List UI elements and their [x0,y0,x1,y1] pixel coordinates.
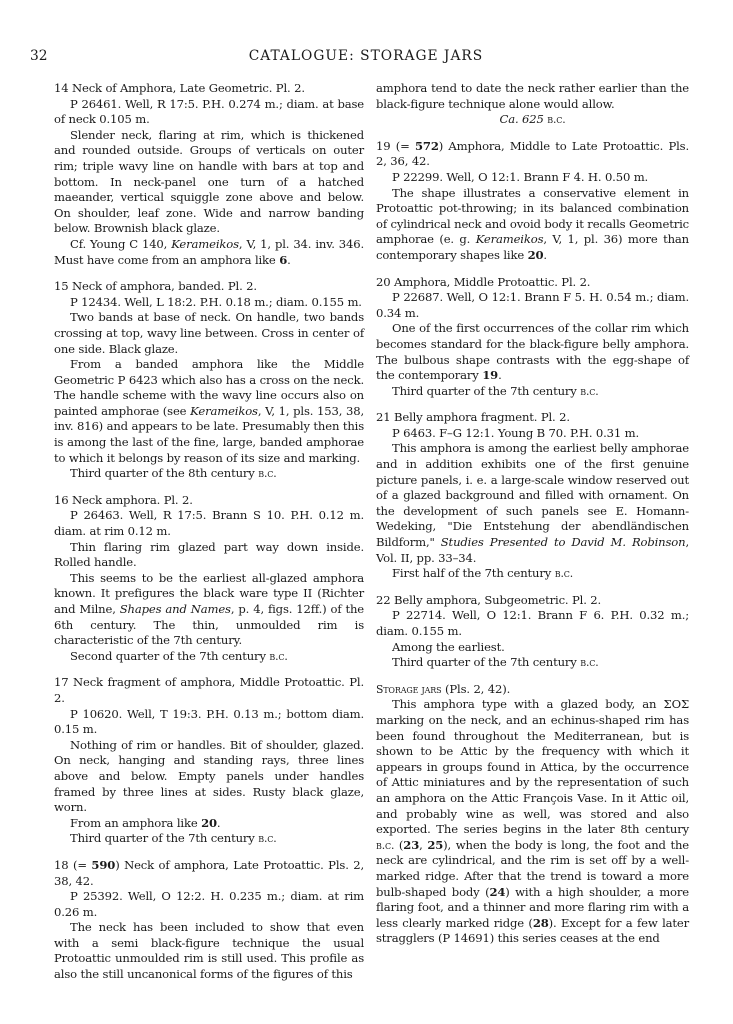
entry-date: Third quarter of the 7th century b.c. [392,383,599,398]
entry-description: Thin flaring rim glazed part way down inside. Rolled handle. [54,539,364,570]
catalogue-entry-18 [54,858,364,983]
entry-reference: P 10620. Well, T 19:3. P.H. 0.13 m.; bottom diam. 0.15 m. [54,706,364,737]
entry-source: From an amphora like 20. [70,815,221,830]
catalogue-entry-14 [54,81,364,268]
entry-continuation: amphora tend to date the neck rather earlier than the black-figure technique alone would allow. [376,81,689,111]
entry-title: 17 Neck fragment of amphora, Middle Protoattic. Pl. 2. [54,675,364,705]
entry-date: Second quarter of the 7th century b.c. [70,648,288,663]
entry-date: Third quarter of the 7th century b.c. [70,831,277,846]
page-header [30,46,702,68]
catalogue-entry-22 [376,593,689,671]
entry-date: Third quarter of the 7th century b.c. [392,655,599,670]
catalogue-entry-16 [54,493,364,665]
entry-title: 16 Neck amphora. Pl. 2. [54,492,193,507]
left-column [54,81,364,994]
entry-description: The shape illustrates a conservative element in Protoattic pot-throwing; in its balanced combination of cylindrical neck and ovoid body it recalls Geometric amphorae (e. g. Kerameikos, V, 1, pl. 36) more than contemporary shapes like 20. [376,185,689,262]
catalogue-entry-21 [376,410,689,582]
entry-description: The neck has been included to show that even with a semi black-figure technique the usual Protoattic unmoulded rim is still used. This profile as also the still uncanonical forms of the figures of this [54,920,364,982]
right-column [376,81,689,947]
entry-description: Two bands at base of neck. On handle, two bands crossing at top, wavy line between. Cross in center of one side. Black glaze. [54,310,364,356]
section-heading-storage-jars: Storage jars (Pls. 2, 42). [376,681,511,696]
entry-description: One of the first occurrences of the collar rim which becomes standard for the black-figure belly amphora. The bulbous shape contrasts with the egg-shape of the contemporary 19. [376,321,689,383]
entry-date: Ca. 625 b.c. [499,112,566,127]
entry-commentary: This seems to be the earliest all-glazed amphora known. It prefigures the black ware type II (Richter and Milne, Shapes and Names, p. 4, figs. 12ff.) of the 6th century. The thin, unmoulded rim is characteristic of the 7th century. [54,570,365,648]
entry-title: 22 Belly amphora, Subgeometric. Pl. 2. [376,592,602,607]
entry-title: 18 (= 590) Neck of amphora, Late Protoattic. Pls. 2, 38, 42. [54,857,365,888]
entry-reference: P 25392. Well, O 12:2. H. 0.235 m.; diam. at rim 0.26 m. [54,889,364,919]
entry-description: This amphora is among the earliest belly amphorae and in addition exhibits one of the first genuine picture panels, i. e. a large-scale window reserved out of a glazed background and filled with ornament. On the development of such panels see E. Homann-Wedeking, "Die Entstehung der abendländischen Bildform," Studies Presented to David M. Robinson, Vol. II, pp. 33–34. [376,441,689,565]
entry-reference: P 22714. Well, O 12:1. Brann F 6. P.H. 0.32 m.; diam. 0.155 m. [376,608,689,638]
entry-reference: P 12434. Well, L 18:2. P.H. 0.18 m.; diam. 0.155 m. [70,294,362,309]
entry-description: Among the earliest. [392,639,505,654]
entry-title: 21 Belly amphora fragment. Pl. 2. [376,410,570,425]
running-title: CATALOGUE: STORAGE JARS [248,48,484,64]
entry-reference: P 26461. Well, R 17:5. P.H. 0.274 m.; diam. at base of neck 0.105 m. [54,96,364,127]
entry-reference: P 22299. Well, O 12:1. Brann F 4. H. 0.50 m. [392,169,649,184]
entry-reference: P 6463. F–G 12:1. Young B 70. P.H. 0.31 m. [392,425,640,440]
entry-title: 19 (= 572) Amphora, Middle to Late Protoattic. Pls. 2, 36, 42. [376,138,689,169]
entry-date: Third quarter of the 8th century b.c. [70,466,277,481]
catalogue-entry-20 [376,275,689,400]
catalogue-entry-18-continued [376,81,689,128]
entry-comparison: Cf. Young C 140, Kerameikos, V, 1, pl. 34. inv. 346. Must have come from an amphora like 6. [54,236,364,267]
entry-reference: P 22687. Well, O 12:1. Brann F 5. H. 0.54 m.; diam. 0.34 m. [376,290,689,320]
entry-date: First half of the 7th century b.c. [392,566,573,581]
entry-title: 20 Amphora, Middle Protoattic. Pl. 2. [376,274,591,289]
entry-description: Slender neck, flaring at rim, which is thickened and rounded outside. Groups of verticals on outer rim; triple wavy line on handle with bars at top and bottom. In neck-panel one turn of a hatched maeander, vertical squiggle zone above and below. On shoulder, leaf zone. Wide and narrow banding below. Brownish black glaze. [54,127,364,236]
catalogue-entry-19 [376,139,689,264]
catalogue-entry-17 [54,675,364,847]
entry-description: Nothing of rim or handles. Bit of shoulder, glazed. On neck, hanging and standing rays, three lines above and below. Empty panels under handles framed by three lines at sides. Rusty black glaze, worn. [54,737,364,815]
entry-commentary: From a banded amphora like the Middle Geometric P 6423 which also has a cross on the neck. The handle scheme with the wavy line occurs also on painted amphorae (see Kerameikos, V, 1, pls. 153, 38, inv. 816) and appears to be late. Presumably then this is among the last of the fine, large, banded amphorae to which it belongs by reason of its size and marking. [54,357,364,465]
entry-reference: P 26463. Well, R 17:5. Brann S 10. P.H. 0.12 m. diam. at rim 0.12 m. [54,508,364,539]
entry-title: 15 Neck of amphora, banded. Pl. 2. [54,279,257,294]
section-paragraph: This amphora type with a glazed body, an ΣΟΣ marking on the neck, and an echinus-shaped rim has been found throughout the Mediterranean, but is shown to be Attic by the frequency with which it appears in groups found in Attica, by the occurrence of Attic miniatures and by the representation of such an amphora on the Attic François Vase. In it Attic oil, and probably wine as well, was stored and also exported. The series begins in the later 8th century b.c. (23, 25), when the body is long, the foot and the neck are cylindrical, and the rim is set off by a well-marked ridge. After that the trend is toward a more bulb-shaped body (24) with a high shoulder, a more flaring foot, and a thinner and more flaring rim with a less clearly marked ridge (28). Except for a few later stragglers (P 14691) this series ceases at the end [376,697,690,946]
page-number: 32 [30,48,48,64]
catalogue-entry-15 [54,279,364,482]
entry-title: 14 Neck of Amphora, Late Geometric. Pl. 2. [54,81,305,95]
